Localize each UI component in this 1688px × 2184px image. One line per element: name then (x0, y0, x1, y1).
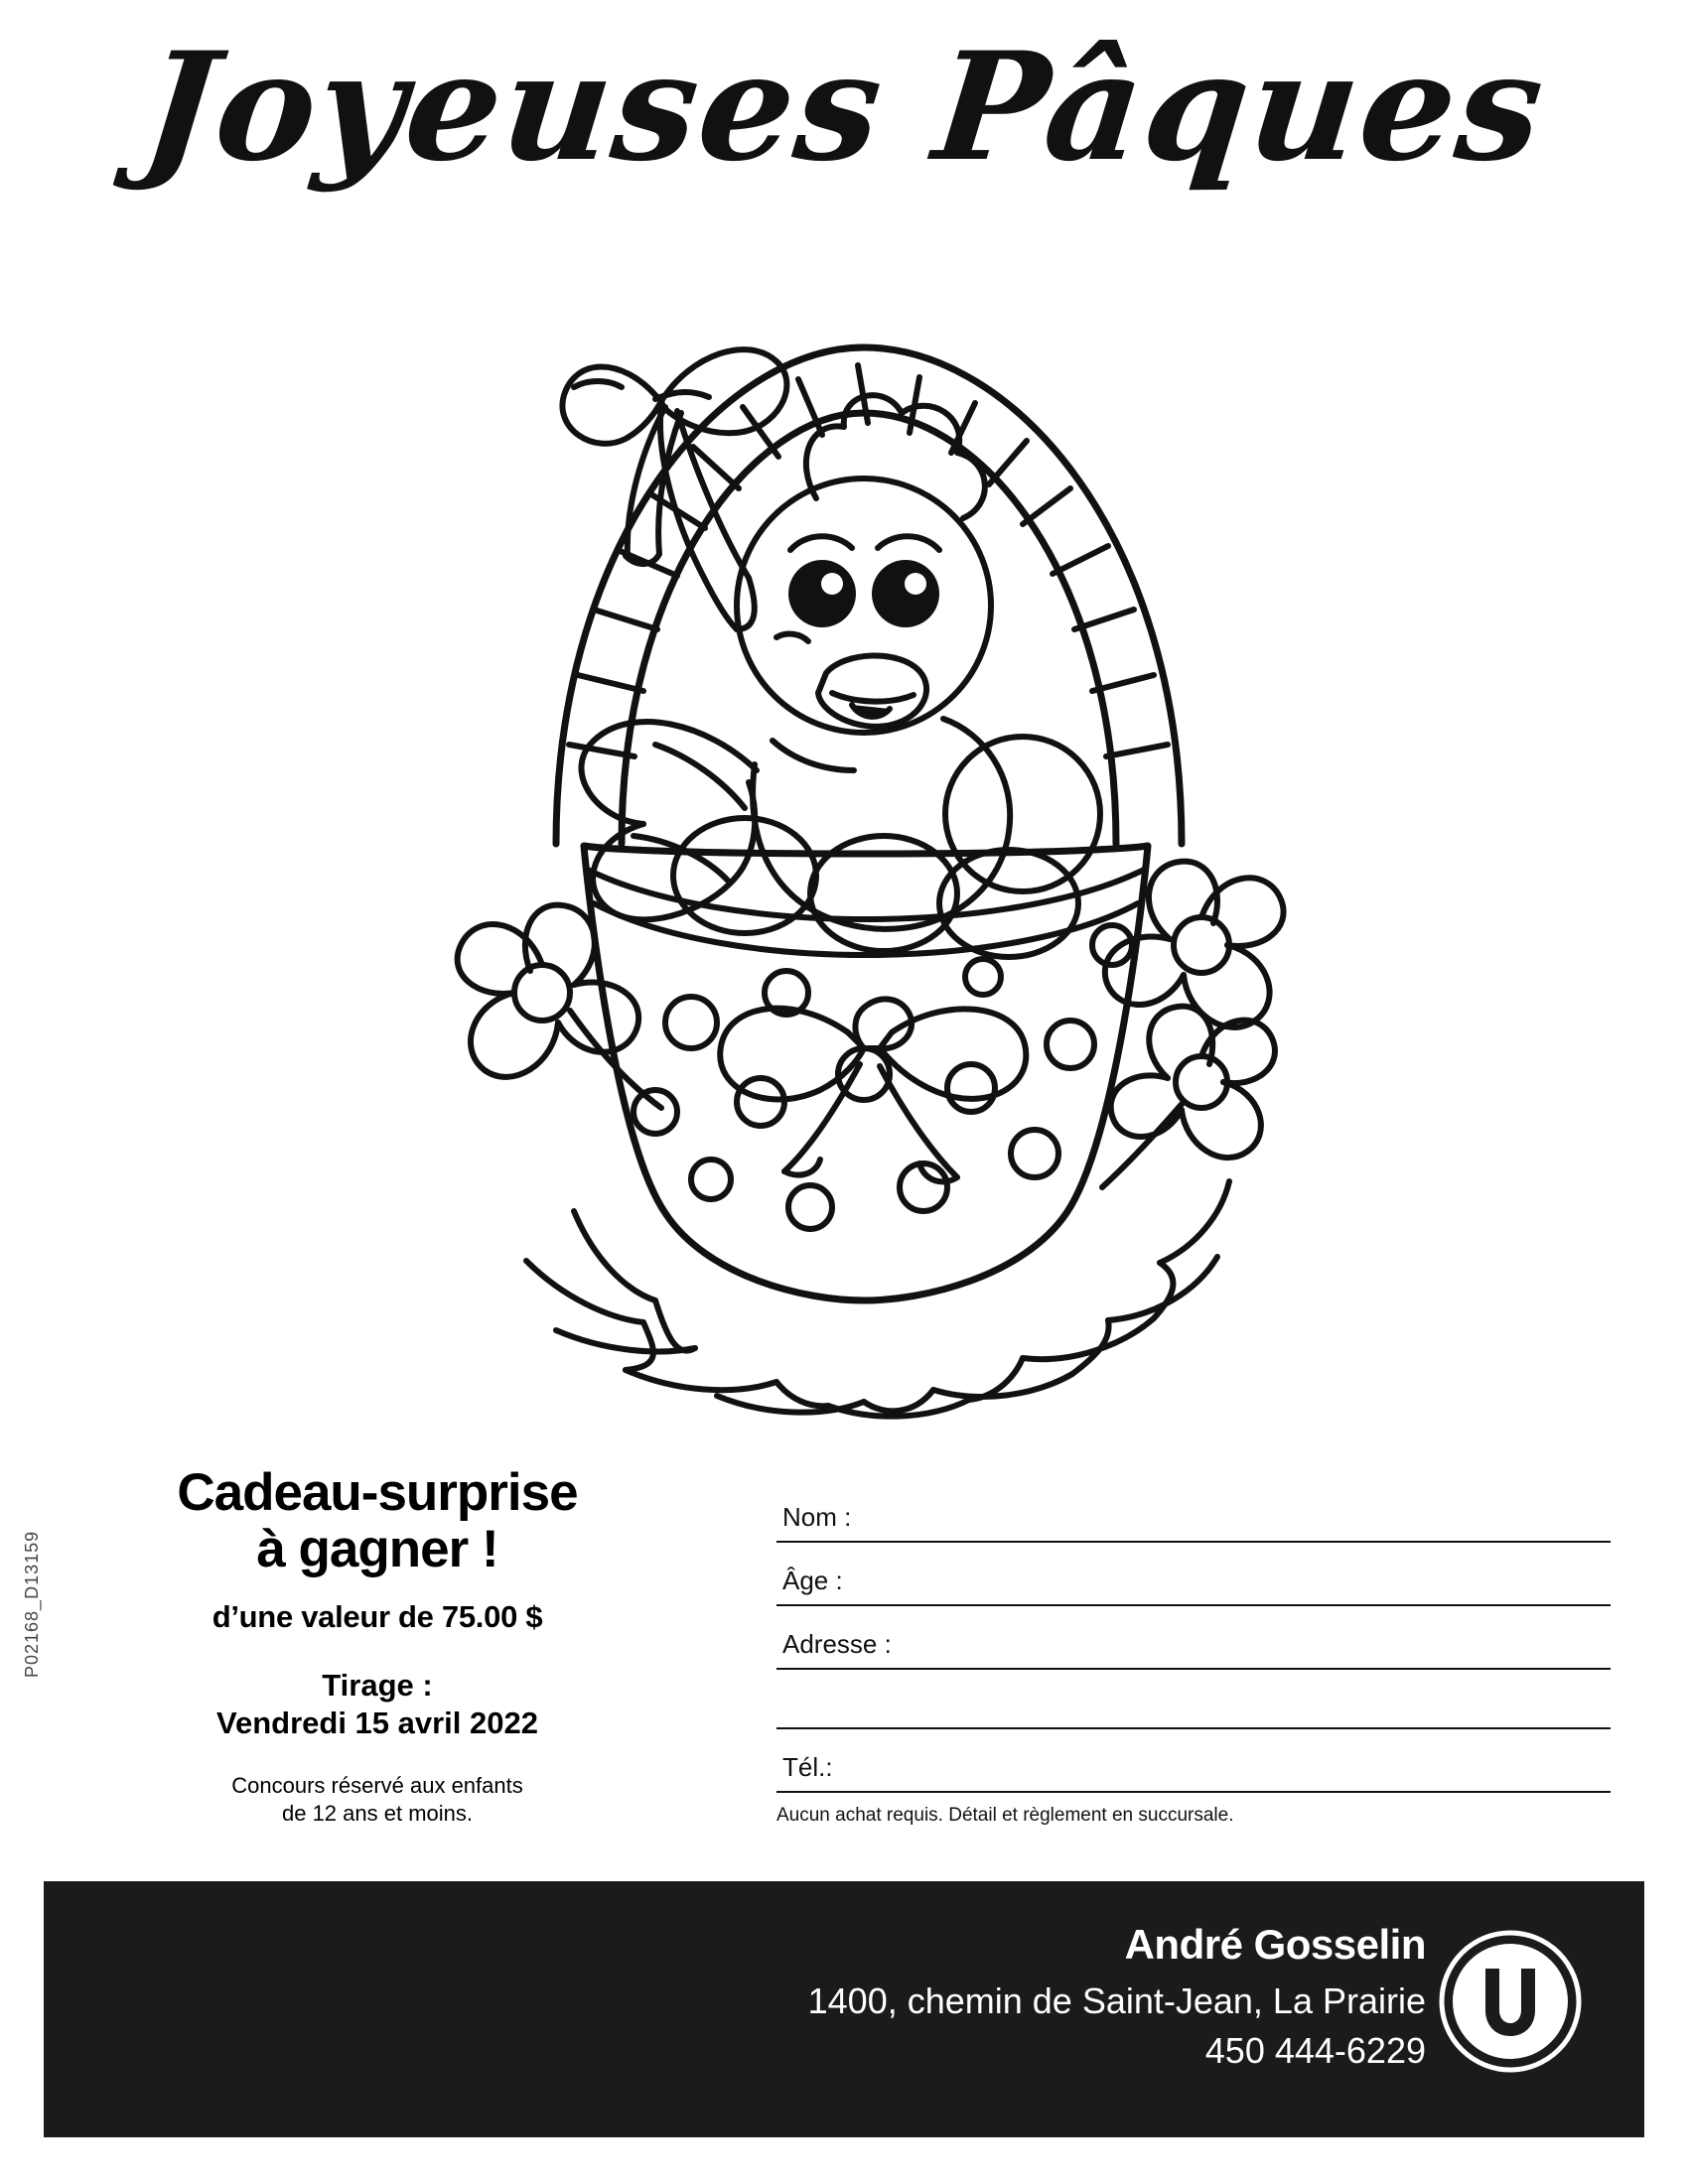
easter-basket-illustration (328, 208, 1370, 1430)
promo-eligibility-line2: de 12 ans et moins. (281, 1801, 473, 1827)
age-input[interactable] (776, 1543, 1611, 1604)
merchant-address: 1400, chemin de Saint-Jean, La Prairie (807, 1980, 1426, 2021)
metro-u-logo (1438, 1929, 1583, 2074)
promo-eligibility (109, 1772, 645, 1828)
entry-form (776, 1479, 1611, 1827)
merchant-name: André Gosselin (1124, 1921, 1426, 1968)
promo-draw-label: Tirage : (322, 1668, 433, 1704)
promo-value: d’une valeur de 75.00 $ (211, 1599, 543, 1635)
promo-eligibility-line1: Concours réservé aux enfants (231, 1773, 523, 1799)
form-label-age: Âge : (782, 1566, 843, 1595)
form-field-tel[interactable] (776, 1729, 1611, 1793)
promo-headline-line1: Cadeau-surprise (177, 1463, 578, 1522)
footer-bar (44, 1881, 1644, 2137)
footer-contact (808, 1921, 1426, 2072)
form-label-nom: Nom : (782, 1502, 852, 1532)
merchant-phone: 450 444-6229 (1204, 2030, 1426, 2071)
address-line2-input[interactable] (776, 1670, 1611, 1727)
print-code: P02168_D13159 (22, 1530, 42, 1678)
promo-headline-line2: à gagner ! (256, 1520, 498, 1579)
form-label-tel: Tél.: (782, 1752, 833, 1782)
promo-headline (109, 1464, 645, 1577)
form-disclaimer: Aucun achat requis. Détail et règlement en succursale. (776, 1805, 1234, 1826)
phone-input[interactable] (776, 1729, 1611, 1791)
form-field-adresse-line2[interactable] (776, 1670, 1611, 1729)
address-input[interactable] (776, 1606, 1611, 1668)
page-title: Joyeuses Pâques (135, 20, 1553, 195)
promo-draw (109, 1667, 645, 1742)
form-field-age[interactable] (776, 1543, 1611, 1606)
promo-draw-date: Vendredi 15 avril 2022 (216, 1706, 538, 1741)
promo-block (109, 1464, 645, 1828)
form-field-adresse[interactable] (776, 1606, 1611, 1670)
form-label-adresse: Adresse : (782, 1629, 892, 1659)
name-input[interactable] (776, 1479, 1611, 1541)
form-field-nom[interactable] (776, 1479, 1611, 1543)
